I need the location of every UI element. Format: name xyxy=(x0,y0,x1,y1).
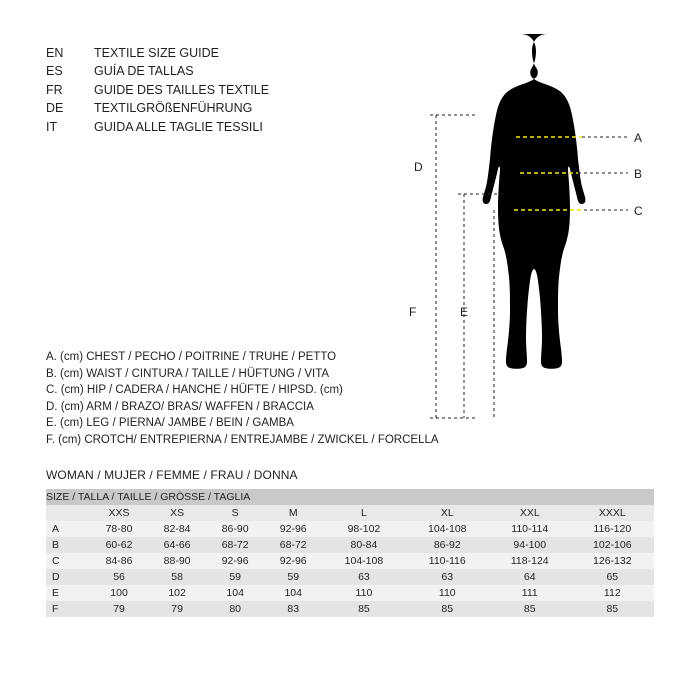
row-label-c: C xyxy=(46,553,90,569)
language-text: GUIDA ALLE TAGLIE TESSILI xyxy=(94,119,263,134)
marker-label-d: D xyxy=(414,160,423,174)
cell-f-xs: 79 xyxy=(148,601,206,617)
cell-b-s: 68-72 xyxy=(206,537,264,553)
table-row xyxy=(46,553,654,569)
language-text: GUIDE DES TAILLES TEXTILE xyxy=(94,82,270,97)
cell-e-xs: 102 xyxy=(148,585,206,601)
cell-d-s: 59 xyxy=(206,569,264,585)
language-code: DE xyxy=(46,101,64,116)
table-row xyxy=(46,537,654,553)
cell-b-m: 68-72 xyxy=(264,537,322,553)
cell-a-xs: 82-84 xyxy=(148,521,206,537)
language-text: TEXTILE SIZE GUIDE xyxy=(94,46,220,60)
column-header-xs: XS xyxy=(148,505,206,521)
language-code: ES xyxy=(46,64,63,79)
language-text: GUÍA DE TALLAS xyxy=(94,64,194,79)
cell-f-l: 85 xyxy=(322,601,405,617)
marker-label-c: C xyxy=(634,204,643,218)
cell-a-s: 86-90 xyxy=(206,521,264,537)
language-code: FR xyxy=(46,82,63,97)
legend-line-f: F. (cm) CROTCH/ ENTREPIERNA / ENTREJAMBE / ZWICKEL / FORCELLA xyxy=(46,433,439,446)
cell-e-xxs: 100 xyxy=(90,585,148,601)
cell-a-xxl: 110-114 xyxy=(489,521,571,537)
marker-leader-lines xyxy=(578,137,628,210)
cell-b-xl: 86-92 xyxy=(406,537,489,553)
cell-d-xxxl: 65 xyxy=(571,569,654,585)
column-header-xxs: XXS xyxy=(90,505,148,521)
cell-d-xs: 58 xyxy=(148,569,206,585)
row-label-a: A xyxy=(46,521,90,537)
cell-b-xxs: 60-62 xyxy=(90,537,148,553)
column-header-xl: XL xyxy=(406,505,489,521)
cell-e-xxxl: 112 xyxy=(571,585,654,601)
cell-f-xxl: 85 xyxy=(489,601,571,617)
cell-b-xxxl: 102-106 xyxy=(571,537,654,553)
cell-a-xxxl: 116-120 xyxy=(571,521,654,537)
header-corner xyxy=(46,505,90,521)
language-title-block xyxy=(46,44,269,136)
measurement-legend xyxy=(46,349,439,449)
legend-line-c: C. (cm) HIP / CADERA / HANCHE / HÜFTE / HIPSD. (cm) xyxy=(46,384,343,397)
legend-line-d: D. (cm) ARM / BRAZO/ BRAS/ WAFFEN / BRACCIA xyxy=(46,400,314,413)
cell-b-xs: 64-66 xyxy=(148,537,206,553)
cell-d-xxl: 64 xyxy=(489,569,571,585)
cell-f-xxxl: 85 xyxy=(571,601,654,617)
column-header-l: L xyxy=(322,505,405,521)
cell-b-l: 80-84 xyxy=(322,537,405,553)
cell-f-m: 83 xyxy=(264,601,322,617)
column-header-s: S xyxy=(206,505,264,521)
cell-d-l: 63 xyxy=(322,569,405,585)
table-header-row xyxy=(46,505,654,521)
row-label-d: D xyxy=(46,569,90,585)
column-header-xxxl: XXXL xyxy=(571,505,654,521)
language-row xyxy=(46,44,269,62)
cell-d-xl: 63 xyxy=(406,569,489,585)
cell-e-m: 104 xyxy=(264,585,322,601)
legend-line-b: B. (cm) WAIST / CINTURA / TAILLE / HÜFTUNG / VITA xyxy=(46,367,330,380)
cell-e-xl: 110 xyxy=(406,585,489,601)
row-label-e: E xyxy=(46,585,90,601)
size-table xyxy=(46,489,654,617)
marker-label-e: E xyxy=(460,305,469,319)
cell-d-m: 59 xyxy=(264,569,322,585)
cell-c-xxs: 84-86 xyxy=(90,553,148,569)
body-figure xyxy=(400,20,680,460)
table-title-row xyxy=(46,489,654,505)
cell-f-s: 80 xyxy=(206,601,264,617)
category-label: WOMAN / MUJER / FEMME / FRAU / DONNA xyxy=(46,468,298,482)
row-label-f: F xyxy=(46,601,90,617)
cell-d-xxs: 56 xyxy=(90,569,148,585)
cell-c-s: 92-96 xyxy=(206,553,264,569)
cell-c-xxl: 118-124 xyxy=(489,553,571,569)
marker-label-a: A xyxy=(634,131,643,145)
legend-line-a: A. (cm) CHEST / PECHO / POITRINE / TRUHE / PETTO xyxy=(46,351,337,363)
cell-e-xxl: 111 xyxy=(489,585,571,601)
language-text: TEXTILGRÖßENFÜHRUNG xyxy=(94,101,253,116)
female-silhouette-shape xyxy=(483,34,586,369)
cell-a-xl: 104-108 xyxy=(406,521,489,537)
table-row xyxy=(46,569,654,585)
column-header-m: M xyxy=(264,505,322,521)
cell-e-l: 110 xyxy=(322,585,405,601)
language-code: EN xyxy=(46,46,64,60)
cell-c-m: 92-96 xyxy=(264,553,322,569)
cell-e-s: 104 xyxy=(206,585,264,601)
cell-f-xxs: 79 xyxy=(90,601,148,617)
cell-b-xxl: 94-100 xyxy=(489,537,571,553)
language-row xyxy=(46,81,269,99)
cell-a-m: 92-96 xyxy=(264,521,322,537)
language-row xyxy=(46,99,269,117)
cell-a-xxs: 78-80 xyxy=(90,521,148,537)
cell-a-l: 98-102 xyxy=(322,521,405,537)
table-row xyxy=(46,585,654,601)
row-label-b: B xyxy=(46,537,90,553)
table-row xyxy=(46,521,654,537)
column-header-xxl: XXL xyxy=(489,505,571,521)
table-row xyxy=(46,601,654,617)
legend-line-e: E. (cm) LEG / PIERNA/ JAMBE / BEIN / GAMBA xyxy=(46,417,294,430)
cell-f-xl: 85 xyxy=(406,601,489,617)
cell-c-xs: 88-90 xyxy=(148,553,206,569)
marker-label-f: F xyxy=(409,305,417,319)
table-title: SIZE / TALLA / TAILLE / GRÖSSE / TAGLIA xyxy=(46,489,654,505)
language-row xyxy=(46,62,269,80)
language-code: IT xyxy=(46,119,58,134)
cell-c-l: 104-108 xyxy=(322,553,405,569)
cell-c-xxxl: 126-132 xyxy=(571,553,654,569)
language-row xyxy=(46,118,269,136)
marker-label-b: B xyxy=(634,167,643,181)
cell-c-xl: 110-116 xyxy=(406,553,489,569)
